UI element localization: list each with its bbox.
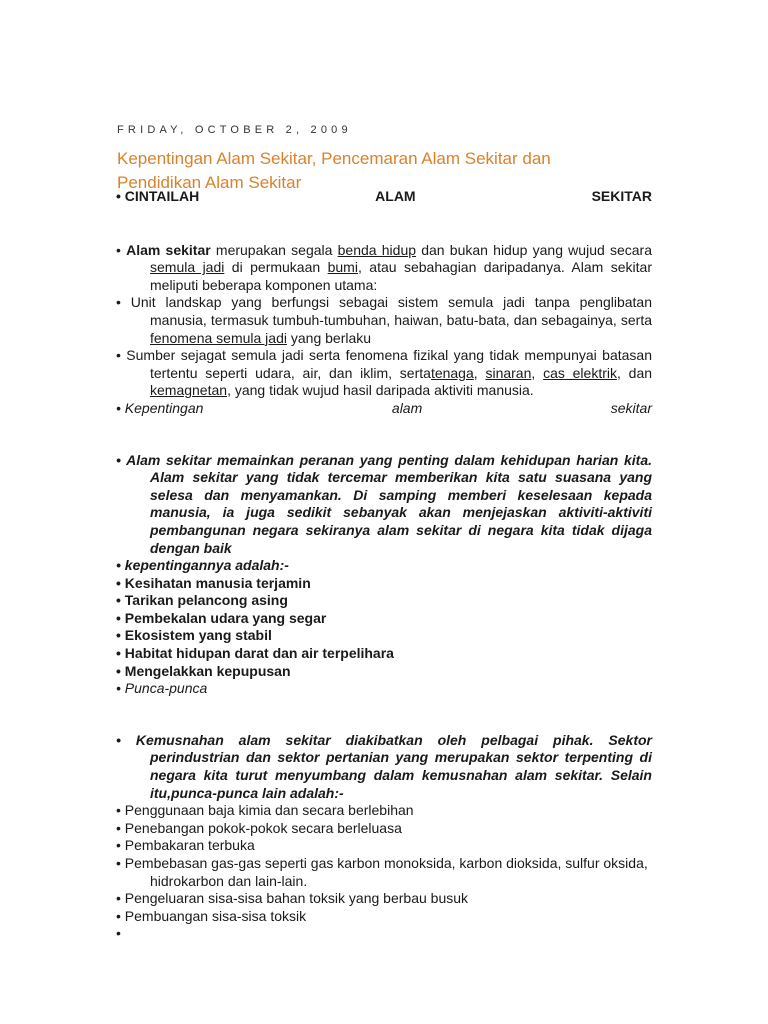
cause-item: • Penggunaan baja kimia dan secara berlebihan xyxy=(116,802,414,819)
heading-kepentingan: • Kepentingan alam sekitar xyxy=(116,399,652,416)
paragraph-kemusnahan: • Kemusnahan alam sekitar diakibatkan oleh pelbagai pihak. Sektor perindustrian dan sektor pertanian yang merupakan sektor terpenting di negara kita turut menyumbang dalam kemusnahan alam sekitar. Selain itu,punca-punca lain adalah:- xyxy=(116,731,652,801)
link-sinaran[interactable]: sinaran xyxy=(485,364,532,381)
link-fenomena-semula-jadi[interactable]: fenomena semula jadi xyxy=(150,329,287,346)
post-title-line-2[interactable]: Pendidikan Alam Sekitar xyxy=(117,173,302,192)
link-kemagnetan[interactable]: kemagnetan xyxy=(150,382,228,399)
post-date: FRIDAY, OCTOBER 2, 2009 xyxy=(117,124,352,136)
post-title-line-1[interactable]: Kepentingan Alam Sekitar, Pencemaran Alam Sekitar dan xyxy=(117,149,551,168)
heading-punca: • Punca-punca xyxy=(116,680,208,697)
importance-item: • Kesihatan manusia terjamin xyxy=(116,574,311,591)
importance-intro: • kepentingannya adalah:- xyxy=(116,557,289,574)
heading-cintailah: • CINTAILAH ALAM SEKITAR xyxy=(116,188,652,204)
cause-item: • Pengeluaran sisa-sisa bahan toksik yang berbau busuk xyxy=(116,890,469,907)
link-cas-elektrik[interactable]: cas elektrik xyxy=(543,364,617,381)
cause-item: • Pembebasan gas-gas seperti gas karbon monoksida, karbon dioksida, sulfur oksida, hidrokarbon dan lain-lain. xyxy=(116,855,648,889)
importance-item: • Ekosistem yang stabil xyxy=(116,627,272,644)
paragraph-definition: • Alam sekitar merupakan segala benda hidup dan bukan hidup yang wujud secara semula jadi di permukaan bumi, atau sebahagian daripadanya. Alam sekitar meliputi beberapa komponen utama: xyxy=(116,241,652,293)
link-benda-hidup[interactable]: benda hidup xyxy=(337,241,417,258)
link-bumi[interactable]: bumi xyxy=(327,259,358,276)
cause-item: • Pembuangan sisa-sisa toksik xyxy=(116,907,307,924)
importance-item: • Mengelakkan kepupusan xyxy=(116,662,291,679)
link-tenaga[interactable]: tenaga xyxy=(430,364,474,381)
importance-item: • Pembekalan udara yang segar xyxy=(116,609,327,626)
cause-item: • Pembakaran terbuka xyxy=(116,837,255,854)
cause-item: • xyxy=(116,925,121,942)
importance-item: • Tarikan pelancong asing xyxy=(116,592,288,609)
link-semula-jadi[interactable]: semula jadi xyxy=(150,259,225,276)
importance-item: • Habitat hidupan darat dan air terpelihara xyxy=(116,645,394,662)
post-body xyxy=(116,188,652,943)
paragraph-sumber: • Sumber sejagat semula jadi serta fenomena fizikal yang tidak mempunyai batasan tertentu seperti udara, air, dan iklim, sertatenaga, sinaran, cas elektrik, dan kemagnetan, yang tidak wujud hasil daripada aktiviti manusia. xyxy=(116,347,653,399)
cause-item: • Penebangan pokok-pokok secara berleluasa xyxy=(116,819,402,836)
paragraph-peranan: • Alam sekitar memainkan peranan yang penting dalam kehidupan harian kita. Alam sekitar yang tidak tercemar memberikan kita satu suasana yang selesa dan menyamankan. Di samping memberi keselesaan kepada manusia, ia juga sedikit sebanyak akan menjejaskan aktiviti-aktiviti pembangunan negara sekiranya alam sekitar di negara kita tidak dijaga dengan baik xyxy=(116,451,652,556)
paragraph-landskap: • Unit landskap yang berfungsi sebagai sistem semula jadi tanpa penglibatan manusia, termasuk tumbuh-tumbuhan, haiwan, batu-bata, dan sebagainya, serta fenomena semula jadi yang berlaku xyxy=(116,294,652,346)
